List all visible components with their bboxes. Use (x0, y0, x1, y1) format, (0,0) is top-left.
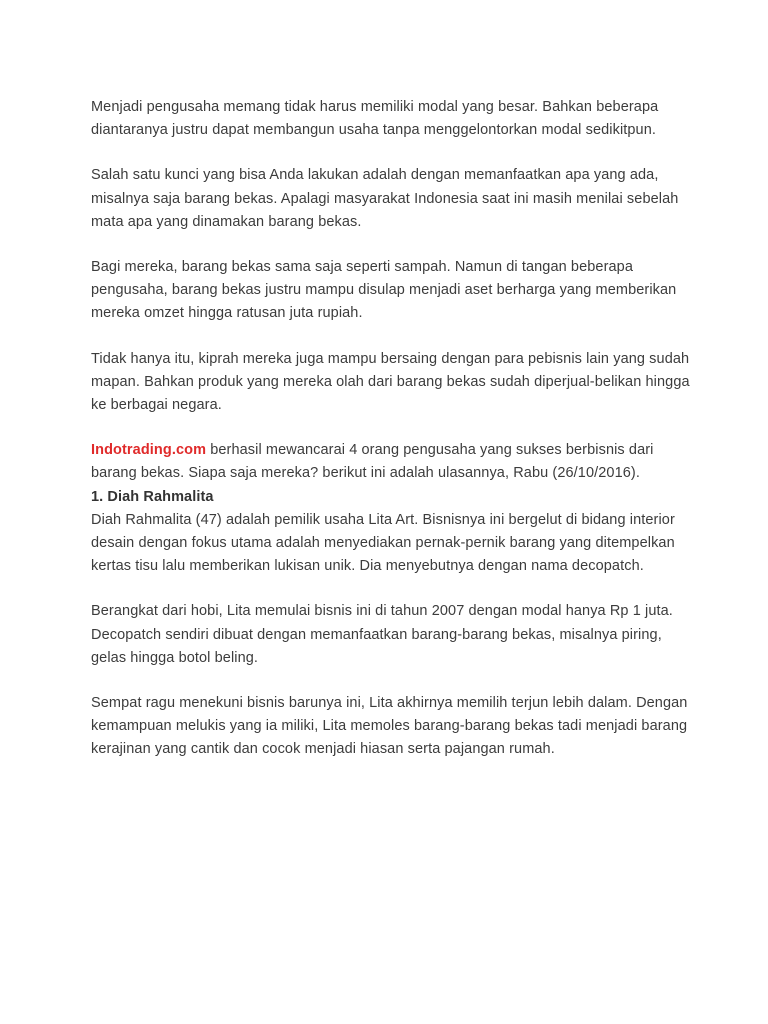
paragraph-3: Bagi mereka, barang bekas sama saja seperti sampah. Namun di tangan beberapa pengusaha, barang bekas justru mampu disulap menjadi aset berharga yang memberikan mereka omzet hingga ratusan juta rupiah. (91, 259, 677, 322)
section-paragraph-3: Sempat ragu menekuni bisnis barunya ini, Lita akhirnya memilih terjun lebih dalam. Dengan kemampuan melukis yang ia miliki, Lita memoles barang-barang bekas tadi menjadi barang kerajinan yang cantik dan cocok menjadi hiasan serta pajangan rumah. (91, 695, 688, 758)
section-paragraph-2: Berangkat dari hobi, Lita memulai bisnis ini di tahun 2007 dengan modal hanya Rp 1 juta. Decopatch sendiri dibuat dengan memanfaatkan barang-barang bekas, misalnya piring, gelas hingga botol beling. (91, 603, 673, 666)
article-body (91, 96, 691, 784)
section-heading-diah-rahmalita: 1. Diah Rahmalita (91, 488, 214, 505)
paragraph-2: Salah satu kunci yang bisa Anda lakukan adalah dengan memanfaatkan apa yang ada, misalnya saja barang bekas. Apalagi masyarakat Indonesia saat ini masih menilai sebelah mata apa yang dinamakan barang bekas. (91, 167, 679, 230)
paragraph-4: Tidak hanya itu, kiprah mereka juga mampu bersaing dengan para pebisnis lain yang sudah mapan. Bahkan produk yang mereka olah dari barang bekas sudah diperjual-belikan hingga ke berbagai negara. (91, 350, 690, 414)
indotrading-link[interactable]: Indotrading.com (91, 442, 207, 459)
paragraph-1: Menjadi pengusaha memang tidak harus memiliki modal yang besar. Bahkan beberapa diantaranya justru dapat membangun usaha tanpa menggelontorkan modal sedikitpun. (91, 99, 659, 139)
intro-paragraph (91, 439, 691, 485)
intro-text: berhasil mewancarai 4 orang pengusaha yang sukses berbisnis dari barang bekas. Siapa saja mereka? berikut ini adalah ulasannya, Rabu (26/10/2016). (91, 442, 654, 482)
section-paragraph-1: Diah Rahmalita (47) adalah pemilik usaha Lita Art. Bisnisnya ini bergelut di bidang interior desain dengan fokus utama adalah menyediakan pernak-pernik barang yang ditempelkan kertas tisu lalu memberikan lukisan unik. Dia menyebutnya dengan nama decopatch. (91, 511, 675, 575)
